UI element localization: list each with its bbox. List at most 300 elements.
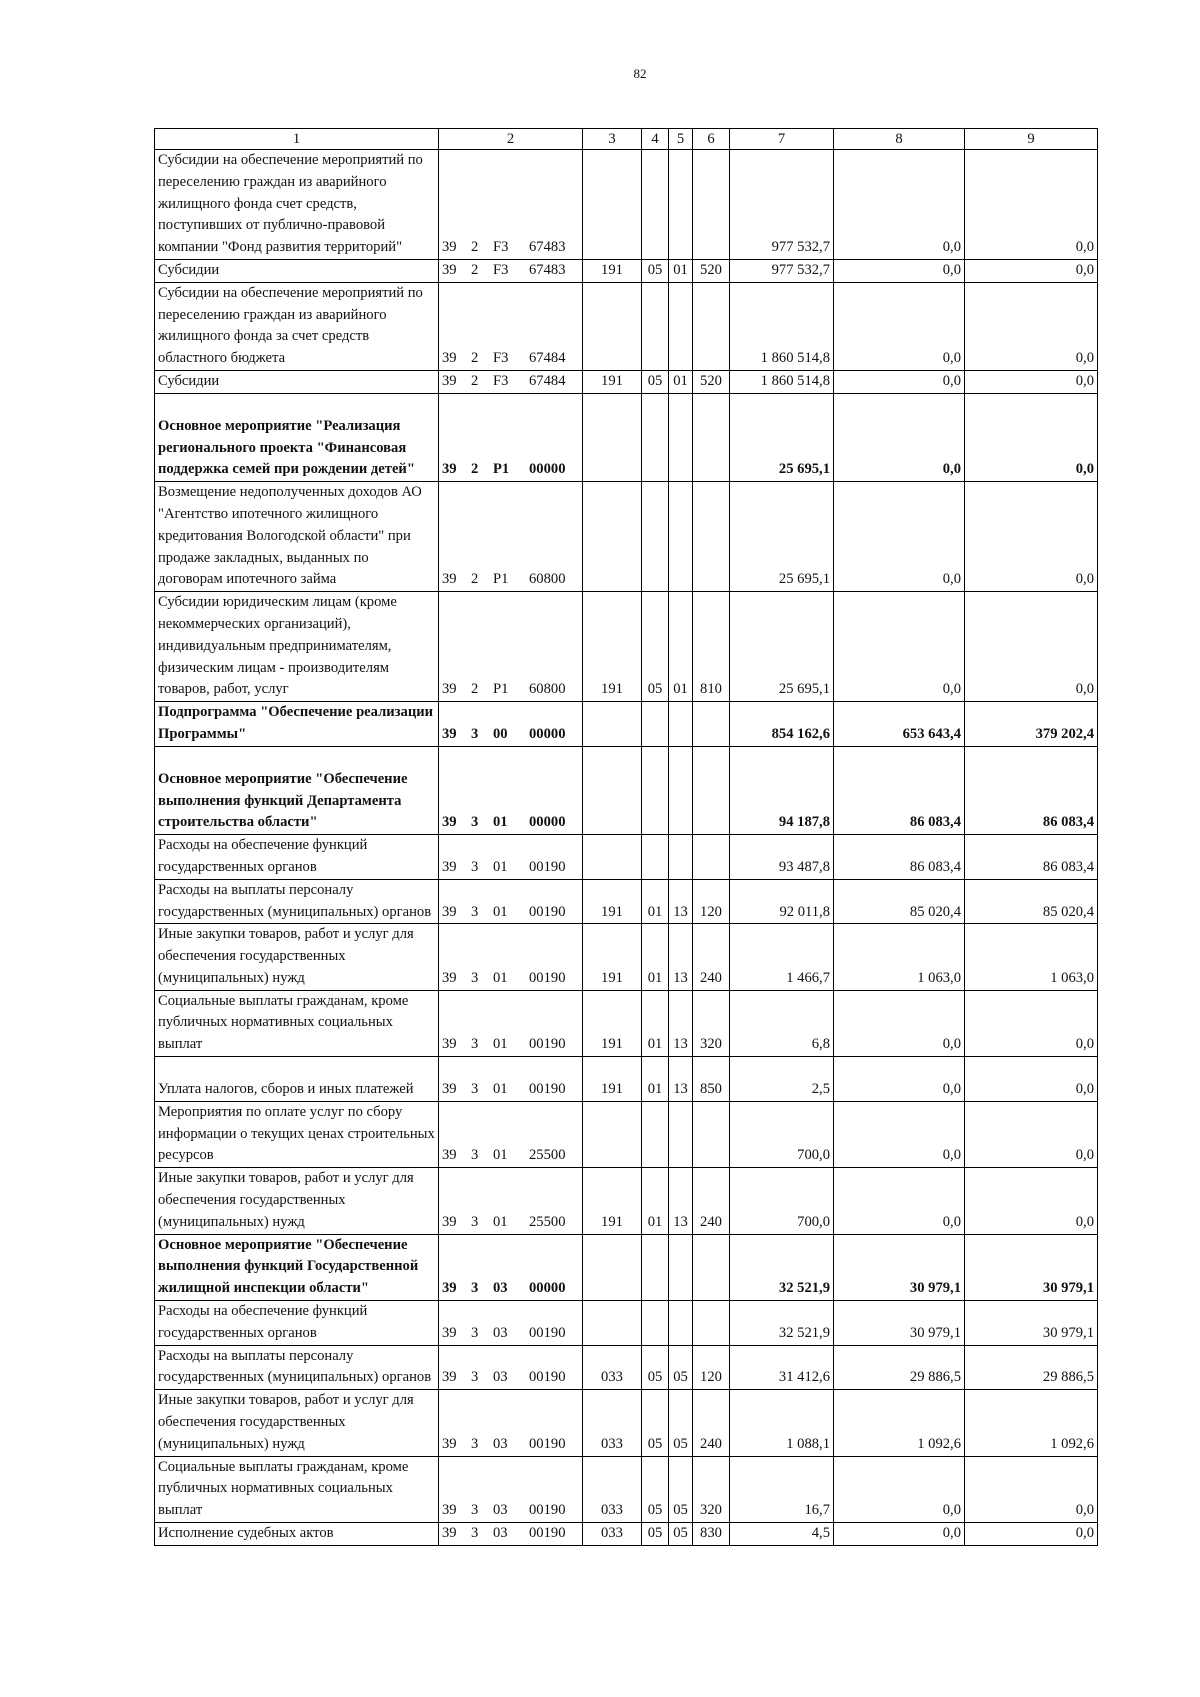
- row-code: [439, 1234, 583, 1300]
- code-subprogram: 3: [471, 1502, 479, 1519]
- row-section: [642, 1234, 669, 1300]
- code-direction: 00190: [529, 903, 566, 920]
- code-program: 39: [442, 903, 457, 920]
- header-cell: 5: [669, 129, 693, 150]
- row-amount-col9: 0,0: [965, 1101, 1098, 1167]
- code-direction: 60800: [529, 681, 566, 698]
- row-expense-type: [693, 746, 730, 834]
- code-subprogram: 2: [471, 681, 479, 698]
- code-subprogram: 3: [471, 1324, 479, 1341]
- row-subsection: [669, 1101, 693, 1167]
- row-code: [439, 702, 583, 747]
- row-amount-col8: 0,0: [834, 1456, 965, 1522]
- row-code: [439, 879, 583, 924]
- row-amount-col8: 1 063,0: [834, 924, 965, 990]
- row-code: [439, 924, 583, 990]
- row-expense-type: 520: [693, 370, 730, 393]
- budget-table: [154, 128, 1098, 1546]
- row-amount-col8: 0,0: [834, 150, 965, 260]
- row-name: Уплата налогов, сборов и иных платежей: [155, 1057, 439, 1102]
- header-cell: 3: [583, 129, 642, 150]
- code-subprogram: 3: [471, 1147, 479, 1164]
- table-row: [155, 702, 1098, 747]
- header-row: [155, 129, 1098, 150]
- row-amount-col7: 700,0: [730, 1101, 834, 1167]
- row-amount-col7: 1 860 514,8: [730, 282, 834, 370]
- row-amount-col8: 0,0: [834, 370, 965, 393]
- row-code: [439, 482, 583, 592]
- row-expense-type: 520: [693, 259, 730, 282]
- code-event: 03: [493, 1280, 508, 1297]
- row-expense-type: 850: [693, 1057, 730, 1102]
- code-event: 01: [493, 1081, 508, 1098]
- code-direction: 60800: [529, 571, 566, 588]
- row-code: [439, 746, 583, 834]
- row-name: Расходы на выплаты персоналу государственных (муниципальных) органов: [155, 879, 439, 924]
- row-expense-type: [693, 1101, 730, 1167]
- code-direction: 00190: [529, 1369, 566, 1386]
- row-subsection: 13: [669, 1168, 693, 1234]
- code-program: 39: [442, 1369, 457, 1386]
- code-event: 01: [493, 1036, 508, 1053]
- row-amount-col8: 0,0: [834, 259, 965, 282]
- row-amount-col8: 0,0: [834, 393, 965, 481]
- code-subprogram: 3: [471, 969, 479, 986]
- row-amount-col9: 0,0: [965, 150, 1098, 260]
- code-program: 39: [442, 1036, 457, 1053]
- code-event: F3: [493, 350, 509, 367]
- table-row: [155, 259, 1098, 282]
- table-row: [155, 1390, 1098, 1456]
- code-program: 39: [442, 814, 457, 831]
- table-row: [155, 746, 1098, 834]
- row-amount-col8: 0,0: [834, 1101, 965, 1167]
- code-event: 00: [493, 725, 508, 742]
- row-amount-col9: 0,0: [965, 1523, 1098, 1546]
- row-subsection: [669, 482, 693, 592]
- code-event: F3: [493, 372, 509, 389]
- row-amount-col8: 653 643,4: [834, 702, 965, 747]
- row-grbs: [583, 702, 642, 747]
- row-amount-col9: 0,0: [965, 592, 1098, 702]
- code-subprogram: 2: [471, 261, 479, 278]
- row-expense-type: [693, 702, 730, 747]
- row-expense-type: 320: [693, 990, 730, 1056]
- row-amount-col7: 92 011,8: [730, 879, 834, 924]
- code-event: 01: [493, 1147, 508, 1164]
- row-section: [642, 702, 669, 747]
- row-code: [439, 1301, 583, 1346]
- code-program: 39: [442, 1213, 457, 1230]
- code-event: P1: [493, 571, 509, 588]
- row-amount-col7: 2,5: [730, 1057, 834, 1102]
- row-name: Расходы на выплаты персоналу государственных (муниципальных) органов: [155, 1345, 439, 1390]
- code-program: 39: [442, 461, 457, 478]
- code-subprogram: 3: [471, 1280, 479, 1297]
- row-subsection: [669, 1234, 693, 1300]
- table-row: [155, 1234, 1098, 1300]
- code-event: 03: [493, 1324, 508, 1341]
- row-amount-col8: 0,0: [834, 282, 965, 370]
- row-subsection: [669, 746, 693, 834]
- code-event: F3: [493, 239, 509, 256]
- row-amount-col9: 0,0: [965, 1456, 1098, 1522]
- row-grbs: 191: [583, 592, 642, 702]
- row-expense-type: [693, 835, 730, 880]
- row-amount-col7: 25 695,1: [730, 592, 834, 702]
- code-direction: 00000: [529, 461, 566, 478]
- row-amount-col7: 977 532,7: [730, 150, 834, 260]
- row-name: Подпрограмма "Обеспечение реализации Программы": [155, 702, 439, 747]
- code-subprogram: 2: [471, 461, 479, 478]
- row-amount-col9: 0,0: [965, 1168, 1098, 1234]
- row-amount-col7: 93 487,8: [730, 835, 834, 880]
- code-program: 39: [442, 1435, 457, 1452]
- code-subprogram: 3: [471, 903, 479, 920]
- row-section: [642, 835, 669, 880]
- row-section: 01: [642, 990, 669, 1056]
- code-direction: 67484: [529, 350, 566, 367]
- row-grbs: [583, 393, 642, 481]
- row-section: 01: [642, 1168, 669, 1234]
- code-event: 03: [493, 1369, 508, 1386]
- row-amount-col9: 1 092,6: [965, 1390, 1098, 1456]
- code-program: 39: [442, 681, 457, 698]
- row-grbs: [583, 1234, 642, 1300]
- row-subsection: 05: [669, 1390, 693, 1456]
- row-grbs: [583, 835, 642, 880]
- row-amount-col7: 6,8: [730, 990, 834, 1056]
- table-row: [155, 1301, 1098, 1346]
- code-program: 39: [442, 571, 457, 588]
- row-name: Мероприятия по оплате услуг по сбору информации о текущих ценах строительных ресурсов: [155, 1101, 439, 1167]
- code-event: 01: [493, 969, 508, 986]
- row-section: 05: [642, 370, 669, 393]
- code-event: 01: [493, 903, 508, 920]
- row-expense-type: 810: [693, 592, 730, 702]
- row-code: [439, 990, 583, 1056]
- row-section: [642, 1101, 669, 1167]
- code-subprogram: 3: [471, 814, 479, 831]
- row-subsection: 13: [669, 879, 693, 924]
- code-program: 39: [442, 372, 457, 389]
- row-subsection: 01: [669, 592, 693, 702]
- code-event: 01: [493, 814, 508, 831]
- row-expense-type: 240: [693, 1168, 730, 1234]
- row-section: [642, 393, 669, 481]
- row-amount-col7: 1 860 514,8: [730, 370, 834, 393]
- table-row: [155, 592, 1098, 702]
- table-row: [155, 1101, 1098, 1167]
- row-grbs: 033: [583, 1390, 642, 1456]
- code-event: 03: [493, 1502, 508, 1519]
- row-code: [439, 1057, 583, 1102]
- code-subprogram: 3: [471, 1081, 479, 1098]
- row-grbs: 191: [583, 924, 642, 990]
- row-section: 05: [642, 1390, 669, 1456]
- header-cell: 7: [730, 129, 834, 150]
- row-name: Основное мероприятие "Обеспечение выполнения функций Государственной жилищной инспекции области": [155, 1234, 439, 1300]
- row-amount-col7: 854 162,6: [730, 702, 834, 747]
- row-section: 05: [642, 259, 669, 282]
- code-event: 01: [493, 858, 508, 875]
- row-name: Социальные выплаты гражданам, кроме публичных нормативных социальных выплат: [155, 1456, 439, 1522]
- row-section: 01: [642, 1057, 669, 1102]
- row-amount-col7: 32 521,9: [730, 1234, 834, 1300]
- code-subprogram: 3: [471, 1036, 479, 1053]
- row-amount-col7: 16,7: [730, 1456, 834, 1522]
- code-direction: 67484: [529, 372, 566, 389]
- table-row: [155, 1456, 1098, 1522]
- row-amount-col7: 31 412,6: [730, 1345, 834, 1390]
- row-expense-type: [693, 393, 730, 481]
- row-expense-type: 830: [693, 1523, 730, 1546]
- code-subprogram: 3: [471, 725, 479, 742]
- row-section: [642, 150, 669, 260]
- row-grbs: 033: [583, 1456, 642, 1522]
- code-program: 39: [442, 1324, 457, 1341]
- row-amount-col8: 0,0: [834, 482, 965, 592]
- row-amount-col7: 4,5: [730, 1523, 834, 1546]
- row-section: 05: [642, 1345, 669, 1390]
- row-name: Исполнение судебных актов: [155, 1523, 439, 1546]
- row-amount-col8: 0,0: [834, 1523, 965, 1546]
- table-row: [155, 1057, 1098, 1102]
- row-section: 05: [642, 1523, 669, 1546]
- row-name: Субсидии: [155, 259, 439, 282]
- row-name: Основное мероприятие "Реализация регионального проекта "Финансовая поддержка семей при рождении детей": [155, 393, 439, 481]
- row-amount-col8: 0,0: [834, 1168, 965, 1234]
- row-amount-col8: 30 979,1: [834, 1234, 965, 1300]
- row-grbs: 191: [583, 259, 642, 282]
- row-code: [439, 370, 583, 393]
- page-number: 82: [633, 66, 647, 81]
- row-amount-col9: 0,0: [965, 393, 1098, 481]
- row-section: 01: [642, 924, 669, 990]
- code-program: 39: [442, 858, 457, 875]
- row-amount-col9: 86 083,4: [965, 746, 1098, 834]
- row-subsection: 05: [669, 1523, 693, 1546]
- row-subsection: [669, 1301, 693, 1346]
- code-program: 39: [442, 1147, 457, 1164]
- code-program: 39: [442, 1502, 457, 1519]
- row-expense-type: [693, 482, 730, 592]
- row-amount-col9: 379 202,4: [965, 702, 1098, 747]
- row-section: [642, 282, 669, 370]
- row-amount-col9: 0,0: [965, 990, 1098, 1056]
- row-code: [439, 592, 583, 702]
- row-subsection: [669, 835, 693, 880]
- row-grbs: 033: [583, 1523, 642, 1546]
- row-amount-col9: 0,0: [965, 282, 1098, 370]
- row-amount-col9: 0,0: [965, 482, 1098, 592]
- code-program: 39: [442, 1525, 457, 1542]
- row-amount-col9: 29 886,5: [965, 1345, 1098, 1390]
- row-grbs: 191: [583, 1168, 642, 1234]
- row-amount-col9: 30 979,1: [965, 1301, 1098, 1346]
- code-direction: 00190: [529, 1324, 566, 1341]
- row-expense-type: [693, 282, 730, 370]
- table-row: [155, 990, 1098, 1056]
- row-code: [439, 1101, 583, 1167]
- row-code: [439, 1390, 583, 1456]
- row-amount-col7: 977 532,7: [730, 259, 834, 282]
- row-expense-type: 120: [693, 879, 730, 924]
- code-program: 39: [442, 350, 457, 367]
- row-name: Расходы на обеспечение функций государственных органов: [155, 1301, 439, 1346]
- code-subprogram: 3: [471, 1435, 479, 1452]
- code-direction: 00000: [529, 725, 566, 742]
- table-row: [155, 370, 1098, 393]
- row-subsection: 13: [669, 924, 693, 990]
- row-expense-type: 240: [693, 924, 730, 990]
- row-amount-col9: 86 083,4: [965, 835, 1098, 880]
- table-row: [155, 282, 1098, 370]
- code-direction: 67483: [529, 261, 566, 278]
- row-name: Иные закупки товаров, работ и услуг для обеспечения государственных (муниципальных) нужд: [155, 924, 439, 990]
- code-event: P1: [493, 681, 509, 698]
- row-name: Субсидии на обеспечение мероприятий по переселению граждан из аварийного жилищного фонда счет средств, поступивших от публично-правовой компании "Фонд развития территорий": [155, 150, 439, 260]
- row-subsection: [669, 150, 693, 260]
- row-section: 01: [642, 879, 669, 924]
- code-program: 39: [442, 1081, 457, 1098]
- code-direction: 25500: [529, 1213, 566, 1230]
- code-subprogram: 3: [471, 1369, 479, 1386]
- table-row: [155, 1168, 1098, 1234]
- row-subsection: 05: [669, 1456, 693, 1522]
- code-direction: 00190: [529, 1502, 566, 1519]
- row-amount-col8: 86 083,4: [834, 835, 965, 880]
- row-grbs: 191: [583, 879, 642, 924]
- table-row: [155, 482, 1098, 592]
- row-name: Основное мероприятие "Обеспечение выполнения функций Департамента строительства области": [155, 746, 439, 834]
- table-row: [155, 1523, 1098, 1546]
- row-name: Иные закупки товаров, работ и услуг для обеспечения государственных (муниципальных) нужд: [155, 1390, 439, 1456]
- row-grbs: [583, 282, 642, 370]
- row-name: Иные закупки товаров, работ и услуг для обеспечения государственных (муниципальных) нужд: [155, 1168, 439, 1234]
- row-amount-col8: 30 979,1: [834, 1301, 965, 1346]
- header-cell: 1: [155, 129, 439, 150]
- row-expense-type: [693, 1234, 730, 1300]
- row-amount-col7: 94 187,8: [730, 746, 834, 834]
- code-subprogram: 2: [471, 571, 479, 588]
- row-amount-col9: 0,0: [965, 1057, 1098, 1102]
- row-code: [439, 1345, 583, 1390]
- code-event: 03: [493, 1435, 508, 1452]
- code-event: F3: [493, 261, 509, 278]
- row-expense-type: 320: [693, 1456, 730, 1522]
- code-direction: 00190: [529, 1081, 566, 1098]
- code-direction: 25500: [529, 1147, 566, 1164]
- row-name: Расходы на обеспечение функций государственных органов: [155, 835, 439, 880]
- row-grbs: 191: [583, 1057, 642, 1102]
- table-row: [155, 835, 1098, 880]
- row-amount-col8: 86 083,4: [834, 746, 965, 834]
- code-program: 39: [442, 1280, 457, 1297]
- header-cell: 8: [834, 129, 965, 150]
- row-code: [439, 259, 583, 282]
- code-event: 01: [493, 1213, 508, 1230]
- row-grbs: 191: [583, 370, 642, 393]
- code-direction: 67483: [529, 239, 566, 256]
- row-grbs: [583, 1101, 642, 1167]
- code-subprogram: 3: [471, 1525, 479, 1542]
- row-amount-col9: 1 063,0: [965, 924, 1098, 990]
- code-subprogram: 3: [471, 1213, 479, 1230]
- row-grbs: 191: [583, 990, 642, 1056]
- row-amount-col7: 1 088,1: [730, 1390, 834, 1456]
- row-subsection: [669, 393, 693, 481]
- code-subprogram: 2: [471, 350, 479, 367]
- row-amount-col7: 25 695,1: [730, 482, 834, 592]
- row-amount-col8: 0,0: [834, 990, 965, 1056]
- row-amount-col9: 0,0: [965, 370, 1098, 393]
- row-name: Социальные выплаты гражданам, кроме публичных нормативных социальных выплат: [155, 990, 439, 1056]
- row-amount-col8: 85 020,4: [834, 879, 965, 924]
- code-event: 03: [493, 1525, 508, 1542]
- table-row: [155, 1345, 1098, 1390]
- code-subprogram: 2: [471, 239, 479, 256]
- code-direction: 00000: [529, 814, 566, 831]
- code-subprogram: 3: [471, 858, 479, 875]
- row-subsection: [669, 702, 693, 747]
- code-program: 39: [442, 969, 457, 986]
- row-code: [439, 1523, 583, 1546]
- row-name: Субсидии на обеспечение мероприятий по переселению граждан из аварийного жилищного фонда за счет средств областного бюджета: [155, 282, 439, 370]
- code-event: P1: [493, 461, 510, 478]
- row-section: [642, 1301, 669, 1346]
- row-section: 05: [642, 1456, 669, 1522]
- row-expense-type: [693, 150, 730, 260]
- row-amount-col9: 0,0: [965, 259, 1098, 282]
- row-subsection: 05: [669, 1345, 693, 1390]
- row-code: [439, 393, 583, 481]
- row-section: [642, 746, 669, 834]
- row-name: Возмещение недополученных доходов АО "Агентство ипотечного жилищного кредитования Вологодской области" при продаже закладных, выданных по договорам ипотечного займа: [155, 482, 439, 592]
- row-code: [439, 1456, 583, 1522]
- code-direction: 00190: [529, 858, 566, 875]
- row-subsection: [669, 282, 693, 370]
- row-grbs: [583, 746, 642, 834]
- row-code: [439, 150, 583, 260]
- row-grbs: 033: [583, 1345, 642, 1390]
- row-grbs: [583, 150, 642, 260]
- row-amount-col7: 32 521,9: [730, 1301, 834, 1346]
- header-cell: 6: [693, 129, 730, 150]
- row-amount-col7: 25 695,1: [730, 393, 834, 481]
- row-expense-type: 120: [693, 1345, 730, 1390]
- header-cell: 4: [642, 129, 669, 150]
- row-grbs: [583, 1301, 642, 1346]
- row-amount-col8: 1 092,6: [834, 1390, 965, 1456]
- row-amount-col8: 29 886,5: [834, 1345, 965, 1390]
- row-amount-col7: 700,0: [730, 1168, 834, 1234]
- code-direction: 00190: [529, 1525, 566, 1542]
- row-subsection: 13: [669, 1057, 693, 1102]
- row-subsection: 01: [669, 370, 693, 393]
- row-code: [439, 835, 583, 880]
- row-amount-col9: 85 020,4: [965, 879, 1098, 924]
- table-row: [155, 393, 1098, 481]
- row-amount-col9: 30 979,1: [965, 1234, 1098, 1300]
- row-subsection: 13: [669, 990, 693, 1056]
- row-name: Субсидии: [155, 370, 439, 393]
- row-section: 05: [642, 592, 669, 702]
- row-grbs: [583, 482, 642, 592]
- code-direction: 00190: [529, 1435, 566, 1452]
- table-row: [155, 879, 1098, 924]
- code-subprogram: 2: [471, 372, 479, 389]
